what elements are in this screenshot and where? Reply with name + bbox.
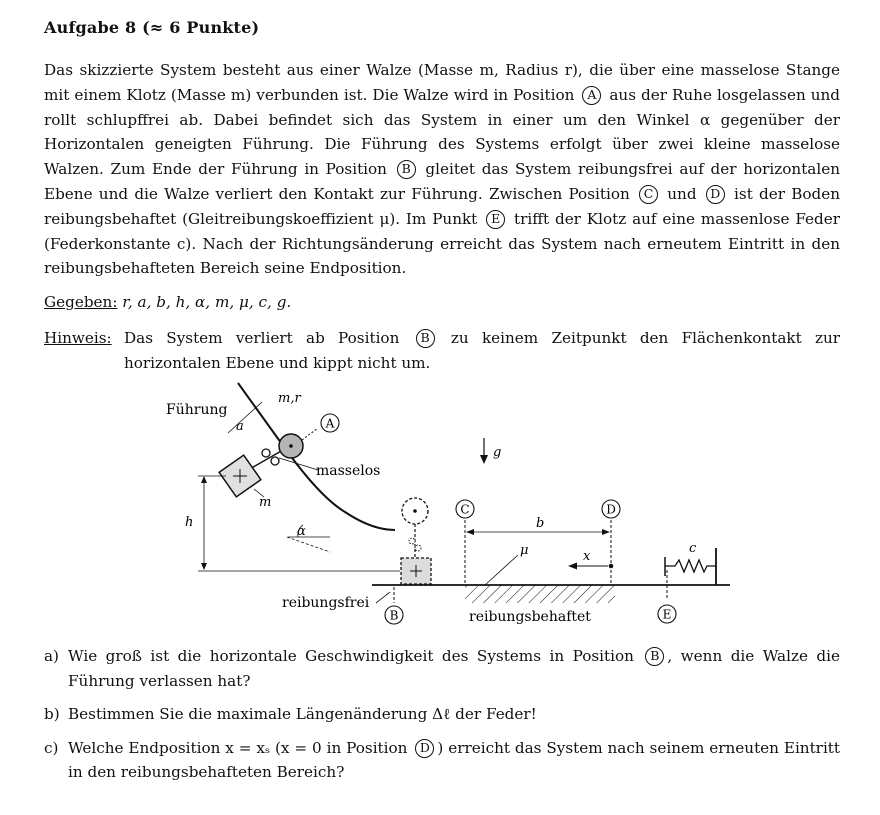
h-arrow-top-icon: [201, 476, 207, 483]
hint-body: [124, 326, 840, 376]
question-c-text-2: ) erreicht das System nach seinem erneuten Eintritt in den reibungsbehafteten Bereich?: [68, 738, 841, 782]
intro-text-5: ist der Boden reibungsbehaftet (Gleitreibungskoeffizient μ). Im Punkt: [44, 184, 841, 228]
question-a-text-1: Wie groß ist die horizontale Geschwindigkeit des Systems in Position: [68, 647, 634, 665]
angle-tangent: [287, 537, 330, 552]
x-arrow-icon: [568, 563, 577, 570]
label-m: m: [259, 495, 272, 510]
position-b-marker: B: [397, 160, 416, 179]
given-values: r, a, b, h, α, m, μ, c, g.: [122, 293, 292, 311]
label-reibungsbehaftet: reibungsbehaftet: [469, 609, 591, 625]
hint-text-2: zu keinem Zeitpunkt den Flächenkontakt zur horizontalen Ebene und kippt nicht um.: [124, 329, 841, 372]
hint-text-1: Das System verliert ab Position: [124, 329, 400, 347]
question-c-position-d: D: [415, 739, 434, 758]
hint-position-b-marker: B: [416, 329, 435, 348]
leader-mu: [485, 555, 518, 585]
position-d-marker: D: [706, 185, 725, 204]
x-origin-dot: [609, 564, 614, 569]
label-mu: μ: [520, 543, 529, 558]
question-b-label: b): [44, 705, 60, 724]
question-c-text-1: Welche Endposition x = xₛ (x = 0 in Position: [68, 738, 408, 757]
system-sketch: [150, 380, 730, 632]
label-masselos: masselos: [316, 463, 381, 479]
spring-coil: [665, 560, 716, 572]
label-reibungsfrei: reibungsfrei: [282, 595, 370, 611]
position-c-marker: C: [639, 185, 658, 204]
question-a-text-2: , wenn die Walze die Führung verlassen hat?: [68, 647, 840, 690]
question-a-position-b: B: [645, 647, 664, 666]
guide-roller-1: [262, 449, 270, 457]
given-label: Gegeben:: [44, 293, 118, 311]
label-x: x: [583, 549, 591, 564]
cylinder-center: [289, 444, 293, 448]
leader-masselos: [279, 458, 318, 470]
question-b-text: Bestimmen Sie die maximale Längenänderung Δℓ der Feder!: [68, 705, 537, 724]
intro-text-1: Das skizzierte System besteht aus einer Walze (Masse m, Radius r), die über eine masselose Stange mit einem Klotz (Masse m) verbunden ist. Die Walze wird in Position: [44, 61, 840, 104]
fig-position-c-label: C: [460, 502, 470, 517]
dimension-a: [228, 402, 262, 433]
h-arrow-bottom-icon: [201, 563, 207, 570]
label-a: a: [236, 419, 244, 434]
fig-position-b-label: B: [389, 608, 399, 623]
intro-text-4: und: [667, 184, 697, 203]
label-mr: m,r: [278, 391, 301, 406]
position-e-marker: E: [486, 210, 505, 229]
friction-zone-hatch: [465, 585, 615, 603]
task-title: Aufgabe 8 (≈ 6 Punkte): [44, 18, 260, 37]
roller-at-b-2: [415, 545, 421, 551]
label-g: g: [493, 445, 502, 460]
label-alpha: α: [297, 524, 306, 539]
questions-list: [44, 644, 840, 794]
label-h: h: [185, 515, 194, 530]
hint-label: Hinweis:: [44, 329, 112, 347]
b-arrow-right-icon: [602, 529, 610, 535]
fig-position-a-label: A: [325, 416, 335, 431]
leader-reibungsfrei: [376, 592, 390, 603]
guide-roller-2: [271, 457, 279, 465]
fig-position-e-label: E: [662, 607, 672, 622]
question-a-label: a): [44, 647, 59, 665]
intro-text-2: aus der Ruhe losgelassen und rollt schlupffrei ab. Dabei befindet sich das System in einer um den Winkel α gegenüber der Horizontalen geneigten Führung. Die Führung des Systems erfolgt über zwei kleine masselose Walzen. Zum Ende der Führung in Position: [44, 85, 840, 179]
position-a-marker: A: [582, 86, 601, 105]
question-c: [44, 736, 840, 785]
leader-a: [302, 428, 318, 440]
question-c-label: c): [44, 738, 59, 757]
question-b: [44, 702, 840, 727]
label-b: b: [536, 516, 545, 531]
intro-text-6: trifft der Klotz auf eine massenlose Feder (Federkonstante c). Nach der Richtungsänderung erreicht das System nach erneutem Eintritt in den reibungsbehafteten Bereich seine Endposition.: [44, 209, 840, 278]
cylinder-at-b-center: [413, 509, 417, 513]
fig-position-d-label: D: [606, 502, 616, 517]
intro-text-3: gleitet das System reibungsfrei auf der horizontalen Ebene und die Walze verliert den Kontakt zur Führung. Zwischen Position: [44, 160, 840, 203]
label-fuehrung: Führung: [166, 402, 228, 418]
task-description: [44, 58, 840, 281]
label-c: c: [689, 541, 697, 556]
hint-block: [44, 326, 841, 372]
b-arrow-left-icon: [466, 529, 474, 535]
roller-at-b-1: [409, 538, 415, 544]
given-line: [44, 293, 291, 311]
gravity-arrow-icon: [480, 455, 488, 464]
question-a: [44, 644, 840, 693]
